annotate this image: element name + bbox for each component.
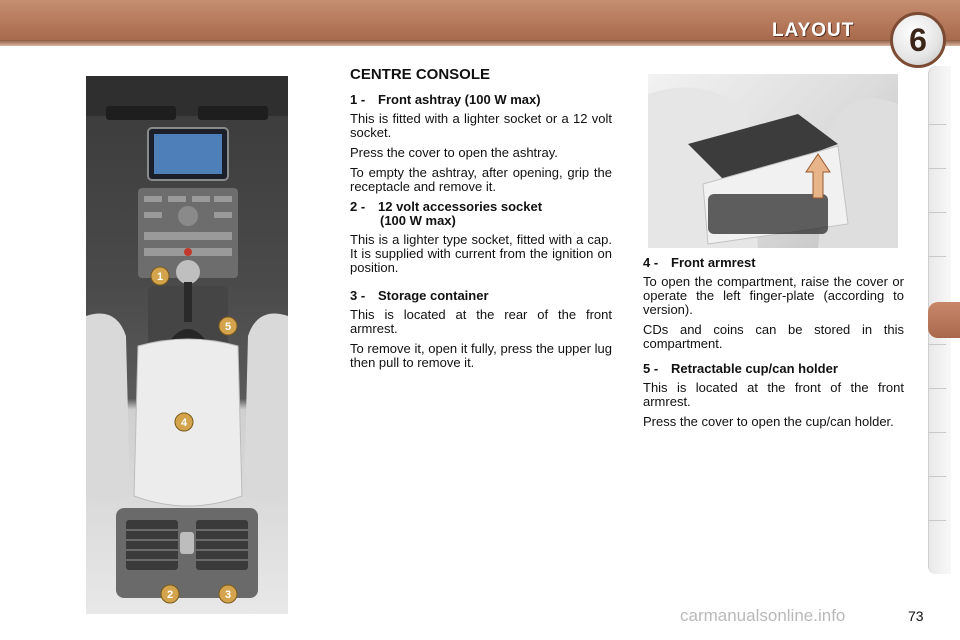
tab-divider — [928, 344, 946, 345]
paragraph: This is a lighter type socket, fitted with a cap. It is supplied with current from the ignition on position. — [350, 232, 612, 275]
tab-divider — [928, 520, 946, 521]
item-title: Storage container — [378, 288, 489, 303]
item-heading — [350, 93, 612, 107]
callout-3-label: 3 — [224, 589, 232, 601]
tab-divider — [928, 432, 946, 433]
item-1-block — [350, 93, 612, 200]
item-heading — [350, 200, 612, 228]
item-4-block — [643, 256, 904, 357]
tab-divider — [928, 256, 946, 257]
front-armrest-photo — [648, 74, 898, 248]
item-title: Front ashtray (100 W max) — [378, 92, 541, 107]
page-number: 73 — [908, 608, 924, 624]
item-heading — [643, 256, 904, 270]
item-5-block — [643, 362, 904, 435]
section-title: CENTRE CONSOLE — [350, 66, 491, 83]
item-number: 5 - — [643, 361, 659, 376]
paragraph: Press the cover to open the ashtray. — [350, 145, 558, 160]
chapter-number-badge: 6 — [890, 12, 946, 68]
callout-2-label: 2 — [166, 589, 174, 601]
paragraph: To open the compartment, raise the cover or operate the left finger-plate (according to version). — [643, 274, 904, 317]
item-title: Retractable cup/can holder — [671, 361, 838, 376]
item-2-block — [350, 200, 612, 281]
item-3-block — [350, 289, 612, 376]
item-title: Front armrest — [671, 255, 756, 270]
tab-divider — [928, 476, 946, 477]
item-heading — [350, 289, 612, 303]
item-heading — [643, 362, 904, 376]
paragraph: To empty the ashtray, after opening, grip the receptacle and remove it. — [350, 165, 612, 194]
chapter-title: LAYOUT — [772, 20, 855, 41]
centre-console-photo — [86, 76, 288, 614]
paragraph: To remove it, open it fully, press the upper lug then pull to remove it. — [350, 341, 612, 370]
paragraph: Press the cover to open the cup/can holder. — [643, 414, 894, 429]
chapter-tab-active[interactable] — [928, 302, 960, 338]
item-title: 12 volt accessories socket — [378, 199, 543, 214]
paragraph: This is fitted with a lighter socket or a 12 volt socket. — [350, 111, 612, 140]
tab-divider — [928, 124, 946, 125]
watermark: carmanualsonline.info — [680, 606, 846, 625]
tab-divider — [928, 388, 946, 389]
callout-1-label: 1 — [156, 271, 164, 283]
callout-5-label: 5 — [224, 321, 232, 333]
tab-divider — [928, 212, 946, 213]
paragraph: This is located at the front of the front armrest. — [643, 380, 904, 409]
armrest-illustration — [648, 74, 898, 248]
paragraph: This is located at the rear of the front armrest. — [350, 307, 612, 336]
item-number: 4 - — [643, 255, 659, 270]
paragraph: CDs and coins can be stored in this compartment. — [643, 322, 904, 351]
item-number: 2 - — [350, 199, 366, 214]
item-number: 3 - — [350, 288, 366, 303]
tab-divider — [928, 168, 946, 169]
item-title-line2: (100 W max) — [380, 213, 456, 228]
item-number: 1 - — [350, 92, 366, 107]
callout-4-label: 4 — [180, 417, 188, 429]
console-illustration — [86, 76, 288, 614]
